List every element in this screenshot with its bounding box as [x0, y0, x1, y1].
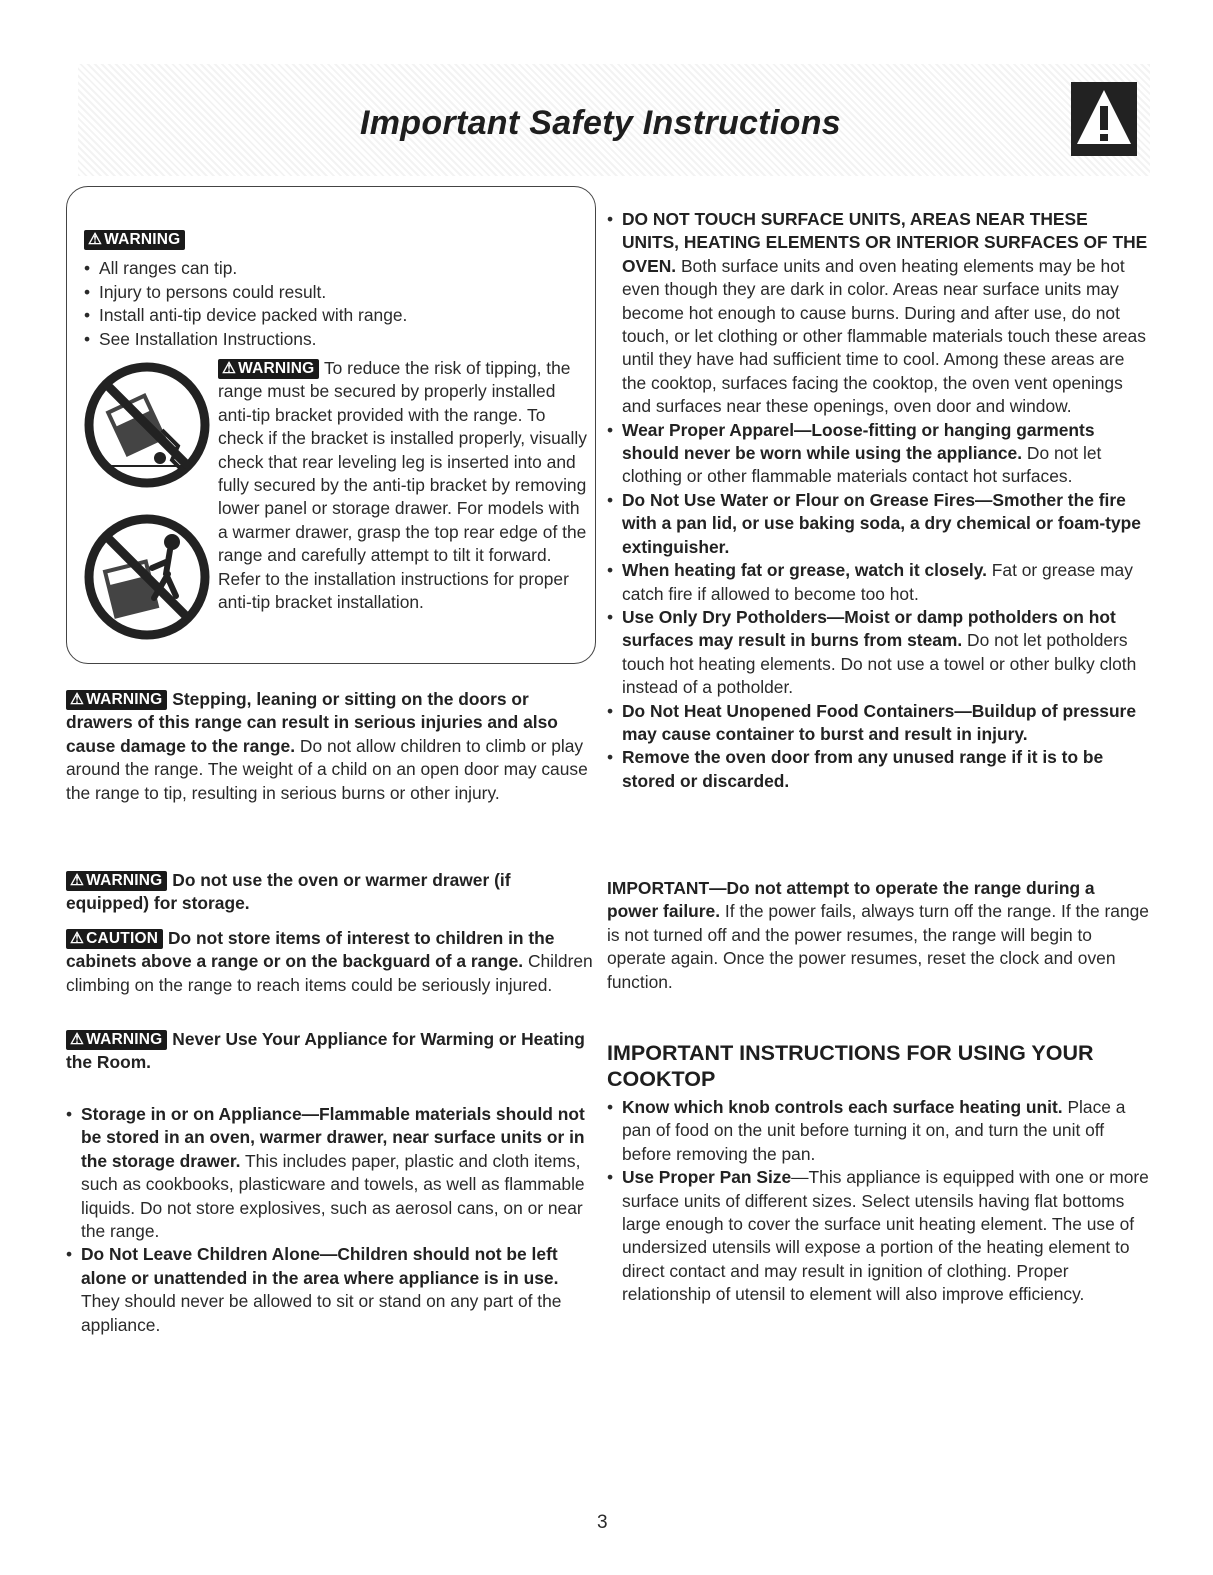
- warning-icon: ⚠: [222, 360, 237, 377]
- warning-icon: ⚠: [88, 231, 103, 248]
- warning-heating-room: [66, 1028, 596, 1075]
- warning-signal-badge: ⚠ WARNING: [66, 1030, 167, 1050]
- warning-text: Do not allow children to climb or play around the range. The weight of a child on an open door may cause the range to tip, resulting in serious burns or other injury.: [66, 735, 588, 803]
- warning-icon: ⚠: [70, 930, 85, 947]
- caution-text: Children climbing on the range to reach items could be seriously injured.: [66, 951, 593, 995]
- list-item: • Use Proper Pan Size—This appliance is equipped with one or more surface units of different sizes. Select utensils having flat bottoms large enough to cover the surface unit heating element. The use of undersized utensils will expose a portion of the heating element to direct contact and may result in ignition of clothing. Proper relationship of utensil to element will also improve efficiency.: [607, 1166, 1149, 1306]
- anti-tip-text: To reduce the risk of tipping, the range must be secured by properly installed anti-tip bracket provided with the range. To check if the bracket is installed properly, visually check that rear leveling leg is inserted into and fully secured by the anti-tip bracket by removing lower panel or storage drawer. For models with a warmer drawer, grasp the top rear edge of the range and carefully attempt to tilt it forward. Refer to the installation instructions for proper anti-tip bracket installation.: [218, 358, 587, 613]
- warning-icon: ⚠: [70, 1031, 85, 1048]
- cooktop-section: [607, 1040, 1149, 1307]
- anti-tip-instructions: [218, 357, 590, 614]
- warning-icon: ⚠: [70, 691, 85, 708]
- no-tip-range-icon: [82, 360, 212, 490]
- power-failure-notice: IMPORTANT—Do not attempt to operate the range during a power failure. If the power fails, always turn off the range. If the range is not turned off and the power resumes, the range will begin to operate again. Once the power resumes, reset the clock and oven function.: [607, 878, 1149, 992]
- warning-doors-drawers: [66, 688, 596, 805]
- list-item: • Storage in or on Appliance—Flammable materials should not be stored in an oven, warmer drawer, near surface units or in the storage drawer. This includes paper, plastic and cloth items, such as cookbooks, plasticware and towels, as well as flammable liquids. Do not store explosives, such as aerosol cans, on or near the range.: [66, 1103, 596, 1243]
- warning-box-content: [84, 228, 584, 351]
- list-item: • Do Not Leave Children Alone—Children should not be left alone or unattended in the area where appliance is in use. They should never be allowed to sit or stand on any part of the appliance.: [66, 1243, 596, 1337]
- list-item: • Use Only Dry Potholders—Moist or damp potholders on hot surfaces may result in burns from steam. Do not let potholders touch hot heating elements. Do not use a towel or other bulky cloth instead of a potholder.: [607, 606, 1149, 700]
- list-item: • Do Not Heat Unopened Food Containers—Buildup of pressure may cause container to burst and result in injury.: [607, 700, 1149, 747]
- caution-heading: Do not store items of interest to children in the cabinets above a range or on the backguard of a range.: [66, 928, 555, 972]
- warning-triangle-icon: [1071, 82, 1137, 156]
- left-safety-bullets: [66, 1103, 596, 1337]
- warning-heading: Stepping, leaning or sitting on the doors or drawers of this range can result in serious injuries and also cause damage to the range.: [66, 689, 558, 756]
- warning-icon: ⚠: [70, 872, 85, 889]
- page-number: 3: [597, 1512, 608, 1533]
- caution-signal-badge: ⚠ CAUTION: [66, 929, 163, 949]
- list-item: • All ranges can tip.: [84, 257, 584, 280]
- warning-storage: [66, 869, 596, 916]
- list-item: • When heating fat or grease, watch it closely. Fat or grease may catch fire if allowed to become too hot.: [607, 559, 1149, 606]
- list-item: • Remove the oven door from any unused range if it is to be stored or discarded.: [607, 746, 1149, 793]
- list-item: • Know which knob controls each surface heating unit. Place a pan of food on the unit before turning it on, and turn the unit off before removing the pan.: [607, 1096, 1149, 1166]
- section-heading: IMPORTANT INSTRUCTIONS FOR USING YOUR COOKTOP: [607, 1041, 1094, 1091]
- warning-signal-badge: ⚠ WARNING: [84, 230, 185, 250]
- no-climb-child-icon: [82, 512, 212, 642]
- anti-tip-bullets: [84, 257, 584, 351]
- page-title: Important Safety Instructions: [360, 104, 841, 142]
- warning-heading: Do not use the oven or warmer drawer (if equipped) for storage.: [66, 870, 511, 914]
- list-item: • Install anti-tip device packed with range.: [84, 304, 584, 327]
- warning-signal-badge: ⚠ WARNING: [66, 871, 167, 891]
- list-item: • See Installation Instructions.: [84, 328, 584, 351]
- caution-cabinets: [66, 927, 596, 997]
- list-item: • Wear Proper Apparel—Loose-fitting or hanging garments should never be worn while using the appliance. Do not let clothing or other flammable materials contact hot surfaces.: [607, 419, 1149, 489]
- right-safety-bullets: [607, 208, 1149, 793]
- warning-signal-badge: ⚠ WARNING: [66, 690, 167, 710]
- list-item: • DO NOT TOUCH SURFACE UNITS, AREAS NEAR THESE UNITS, HEATING ELEMENTS OR INTERIOR SURFACES OF THE OVEN. Both surface units and oven heating elements may be hot even though they are dark in color. Areas near surface units may become hot enough to cause burns. During and after use, do not touch, or let clothing or other flammable materials touch these areas until they have had sufficient time to cool. Among these areas are the cooktop, surfaces facing the cooktop, the oven vent openings and surfaces near these openings, oven door and window.: [607, 208, 1149, 419]
- warning-heading: Never Use Your Appliance for Warming or Heating the Room.: [66, 1029, 585, 1073]
- warning-signal-badge: ⚠ WARNING: [218, 359, 319, 379]
- list-item: • Do Not Use Water or Flour on Grease Fires—Smother the fire with a pan lid, or use baking soda, a dry chemical or foam-type extinguisher.: [607, 489, 1149, 559]
- list-item: • Injury to persons could result.: [84, 281, 584, 304]
